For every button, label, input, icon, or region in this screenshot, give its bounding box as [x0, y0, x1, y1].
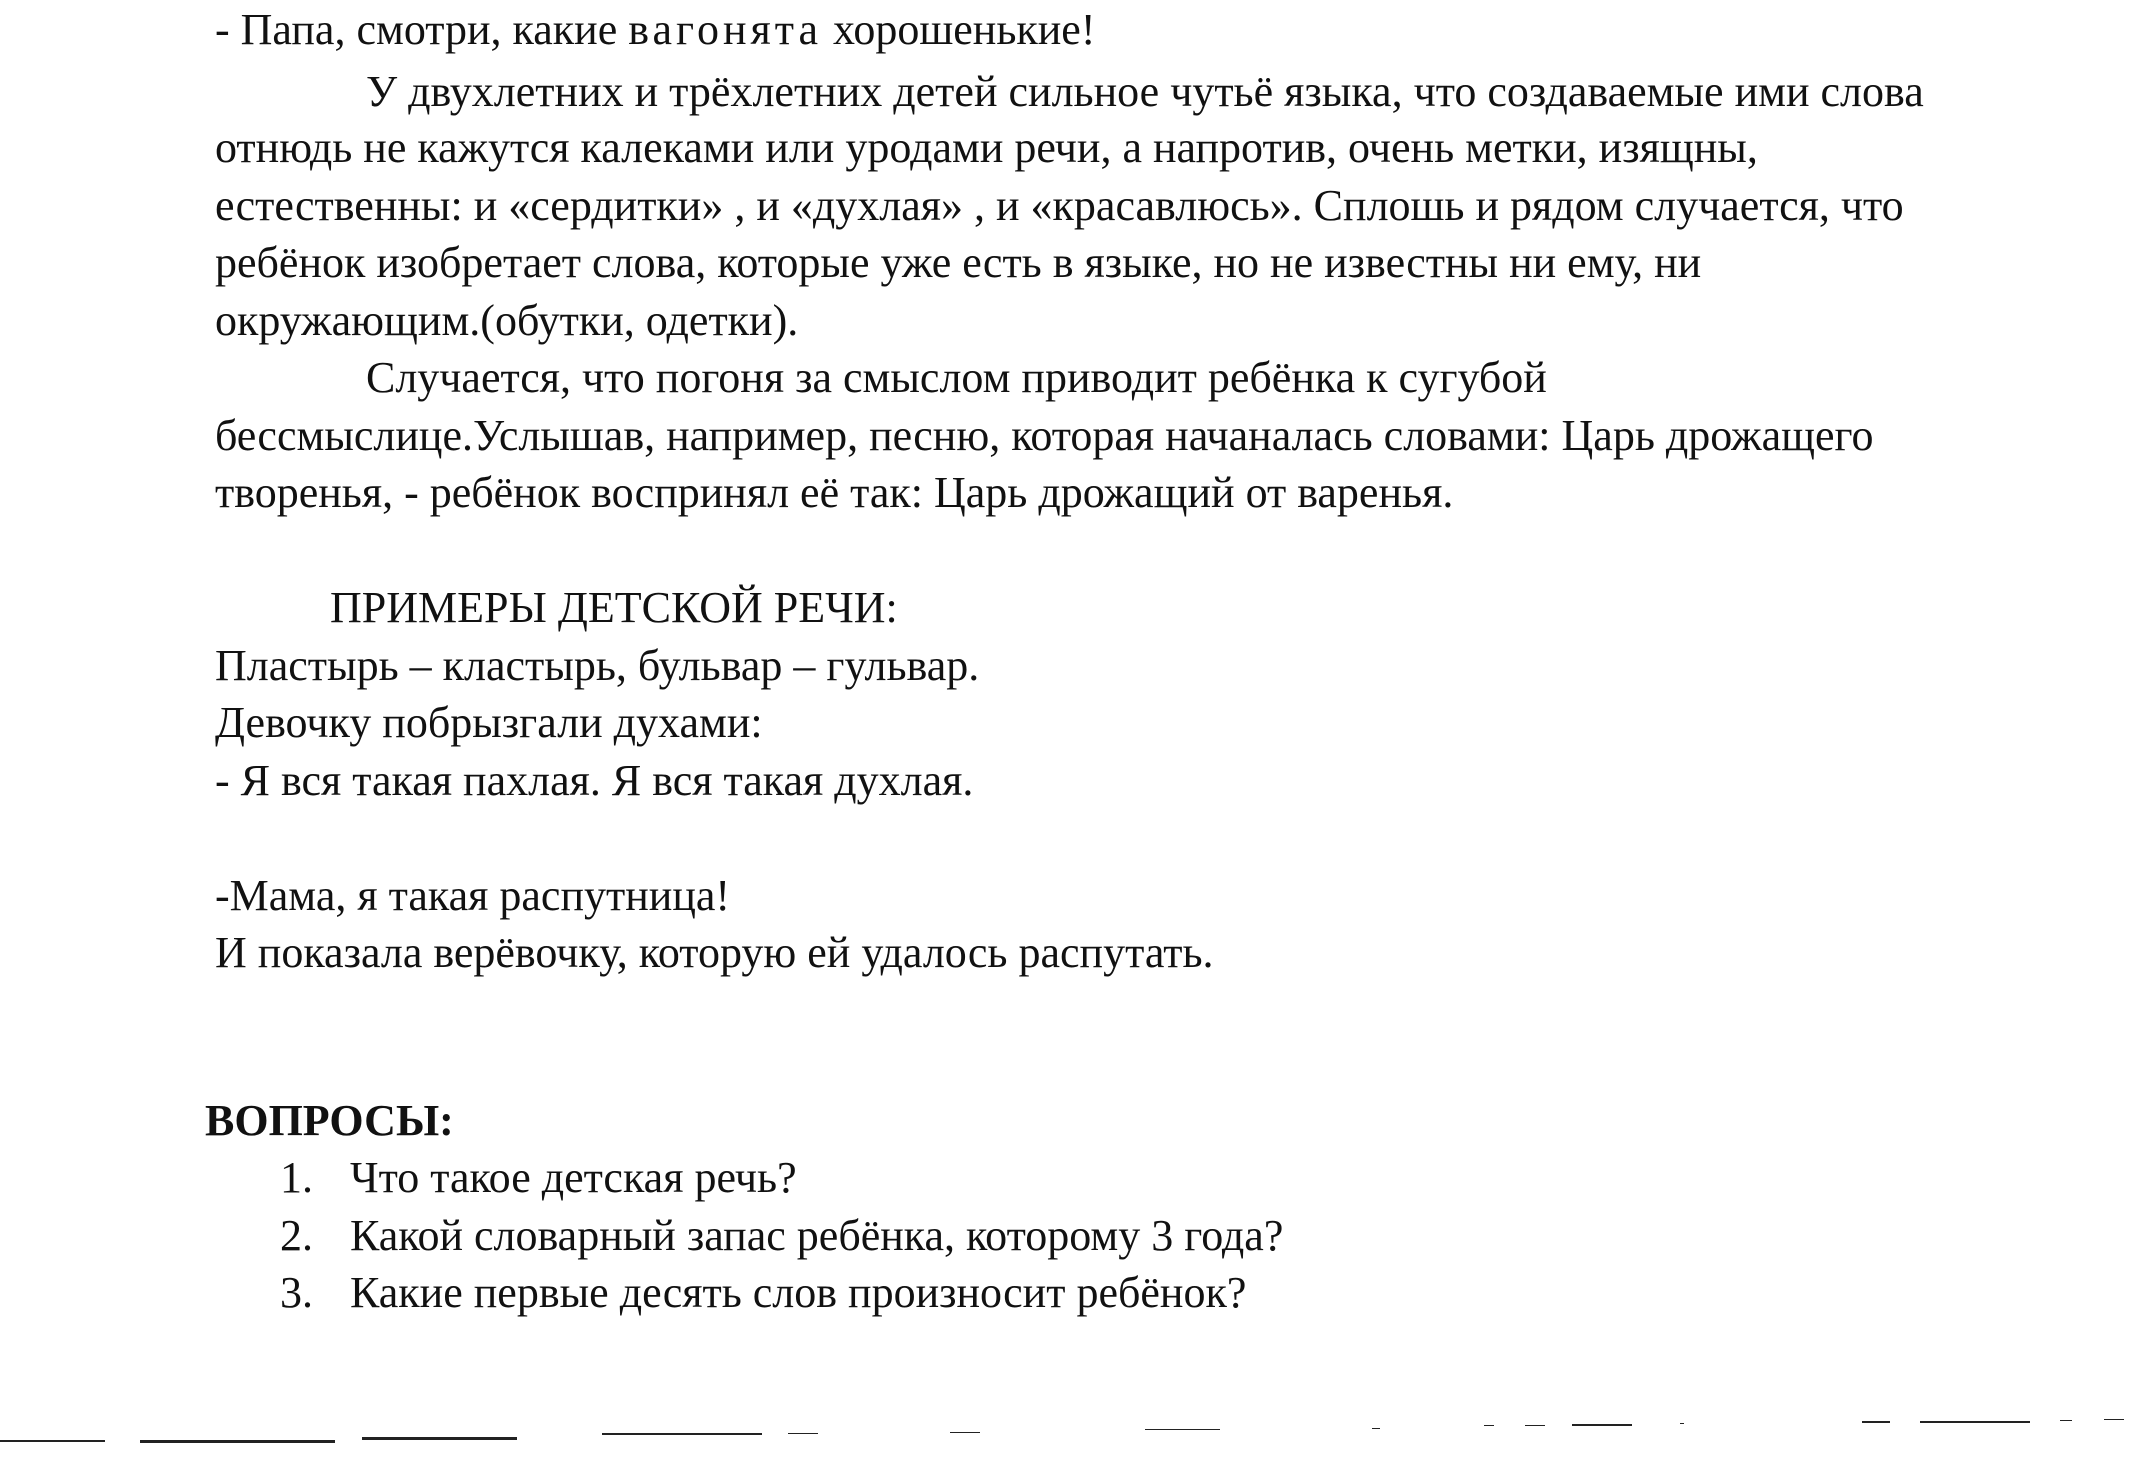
example2-line-2: И показала верёвочку, которую ей удалось распутать.	[215, 928, 1214, 977]
scan-rule	[1525, 1425, 1545, 1426]
scan-rule	[1920, 1421, 2030, 1423]
dialogue-spaced-word: вагонята	[628, 5, 823, 54]
questions-heading: ВОПРОСЫ:	[205, 1096, 454, 1145]
scan-rule	[1372, 1428, 1380, 1429]
scan-rule	[1484, 1425, 1494, 1426]
paragraph2-line-3: творенья, - ребёнок воспринял её так: Царь дрожащий от варенья.	[215, 468, 1454, 517]
paragraph1-line-5: окружающим.(обутки, одетки).	[215, 296, 799, 345]
scan-rule	[788, 1433, 818, 1434]
example2-line-1: -Мама, я такая распутница!	[215, 871, 731, 920]
example-line-3: - Я вся такая пахлая. Я вся такая духлая.	[215, 756, 974, 805]
example-line-2: Девочку побрызгали духами:	[215, 698, 763, 747]
scan-rule	[1862, 1421, 1890, 1423]
example-line-1: Пластырь – кластырь, бульвар – гульвар.	[215, 641, 980, 690]
paragraph2-line-2: бессмыслице.Услышав, например, песню, которая начаналась словами: Царь дрожащего	[215, 411, 1874, 460]
scan-rule	[1572, 1424, 1632, 1426]
question-text: Что такое детская речь?	[350, 1153, 797, 1202]
question-text: Какие первые десять слов произносит ребёнок?	[350, 1268, 1247, 1317]
question-item-3	[280, 1267, 1246, 1319]
paragraph1-line-4: ребёнок изобретает слова, которые уже есть в языке, но не известны ни ему, ни	[215, 238, 1702, 287]
scan-rule	[0, 1440, 105, 1442]
paragraph1-line-1: У двухлетних и трёхлетних детей сильное чутьё языка, что создаваемые ими слова	[366, 67, 1924, 116]
scan-rule	[362, 1437, 517, 1440]
paragraph1-line-3: естественны: и «сердитки» , и «духлая» , и «красавлюсь». Сплошь и рядом случается, что	[215, 181, 1904, 230]
scan-rule	[1680, 1423, 1684, 1424]
scan-rule	[602, 1433, 762, 1435]
paragraph2-line-1: Случается, что погоня за смыслом приводит ребёнка к сугубой	[366, 353, 1547, 402]
scan-rule	[2104, 1419, 2124, 1420]
question-number: 1.	[280, 1153, 313, 1202]
dialogue-suffix: хорошенькие!	[822, 5, 1096, 54]
paragraph1-line-2: отнюдь не кажутся калеками или уродами речи, а напротив, очень метки, изящны,	[215, 123, 1758, 172]
scan-rule	[2060, 1420, 2072, 1421]
scan-rule	[140, 1440, 335, 1443]
question-text: Какой словарный запас ребёнка, которому 3 года?	[350, 1211, 1284, 1260]
dialogue-prefix: - Папа, смотри, какие	[215, 5, 629, 54]
dialogue-line-intro	[215, 4, 1095, 56]
question-item-2	[280, 1210, 1283, 1262]
examples-heading: ПРИМЕРЫ ДЕТСКОЙ РЕЧИ:	[330, 583, 898, 632]
question-item-1	[280, 1152, 797, 1204]
scan-rule	[950, 1432, 980, 1433]
question-number: 3.	[280, 1268, 313, 1317]
question-number: 2.	[280, 1211, 313, 1260]
scan-rule	[1145, 1429, 1220, 1430]
